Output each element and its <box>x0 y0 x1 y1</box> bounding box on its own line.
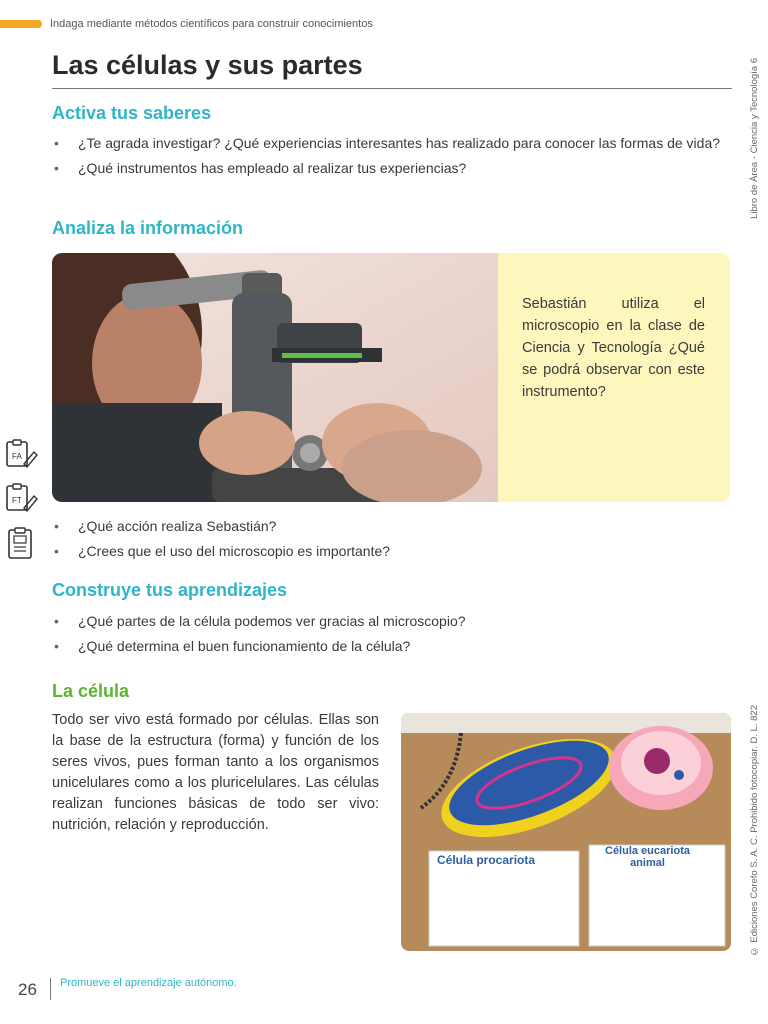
page-title: Las células y sus partes <box>52 50 363 80</box>
ft-clipboard-icon[interactable] <box>4 482 38 516</box>
procariota-label: Célula procariota <box>437 853 536 867</box>
header-accent-bar <box>0 20 42 28</box>
header-text: Indaga mediante métodos científicos para construir conocimientos <box>50 18 373 30</box>
list-item: • ¿Crees que el uso del microscopio es importante? <box>52 542 732 561</box>
list-item: • ¿Qué determina el buen funcionamiento de la célula? <box>52 637 732 656</box>
heading-celula: La célula <box>52 681 130 701</box>
heading-analiza: Analiza la información <box>52 218 244 238</box>
eucariota-label-line2: animal <box>630 857 665 869</box>
ft-icon-label: FT <box>12 496 22 505</box>
heading-construye: Construye tus aprendizajes <box>52 580 288 600</box>
footer-divider <box>50 978 51 1000</box>
list-item: • ¿Qué instrumentos has empleado al realizar tus experiencias? <box>52 159 732 178</box>
title-divider <box>52 88 732 89</box>
eucariota-label-line1: Célula eucariota <box>605 845 690 857</box>
cell-models-photo <box>401 713 731 951</box>
construye-list <box>52 612 732 662</box>
list-item: • ¿Te agrada investigar? ¿Qué experiencias interesantes has realizado para conocer las formas de vida? <box>52 134 732 153</box>
list-item: • ¿Qué partes de la célula podemos ver gracias al microscopio? <box>52 612 732 631</box>
eucariota-label <box>605 845 690 869</box>
photo-caption: Sebastián utiliza el microscopio en la clase de Ciencia y Tecnología ¿Qué se podrá observar con este instrumento? <box>522 296 705 400</box>
page-number: 26 <box>18 980 37 999</box>
side-text-bottom: © Ediciones Corefo S. A. C. Prohibido fotocopiar. D. L. 822 <box>749 705 760 957</box>
microscope-photo <box>52 253 498 502</box>
footer-text: Promueve el aprendizaje autónomo. <box>60 977 237 989</box>
fa-icon-label: FA <box>12 452 22 461</box>
heading-activa: Activa tus saberes <box>52 103 212 123</box>
activa-list <box>52 134 732 184</box>
analiza-list <box>52 517 732 567</box>
evaluation-icon[interactable] <box>4 526 38 560</box>
side-text-top: Libro de Área - Ciencia y Tecnología 6 <box>749 58 760 219</box>
celula-paragraph: Todo ser vivo está formado por células. Ellas son la base de la estructura (forma) y función de los seres vivos, pues forman tanto a los organismos unicelulares como a los pluricelulares. Las células realizan funciones básicas de todo ser vivo: nutrición, relación y reproducción. <box>52 712 379 833</box>
fa-clipboard-icon[interactable] <box>4 438 38 472</box>
microscope-card <box>52 253 730 502</box>
list-item: • ¿Qué acción realiza Sebastián? <box>52 517 732 536</box>
